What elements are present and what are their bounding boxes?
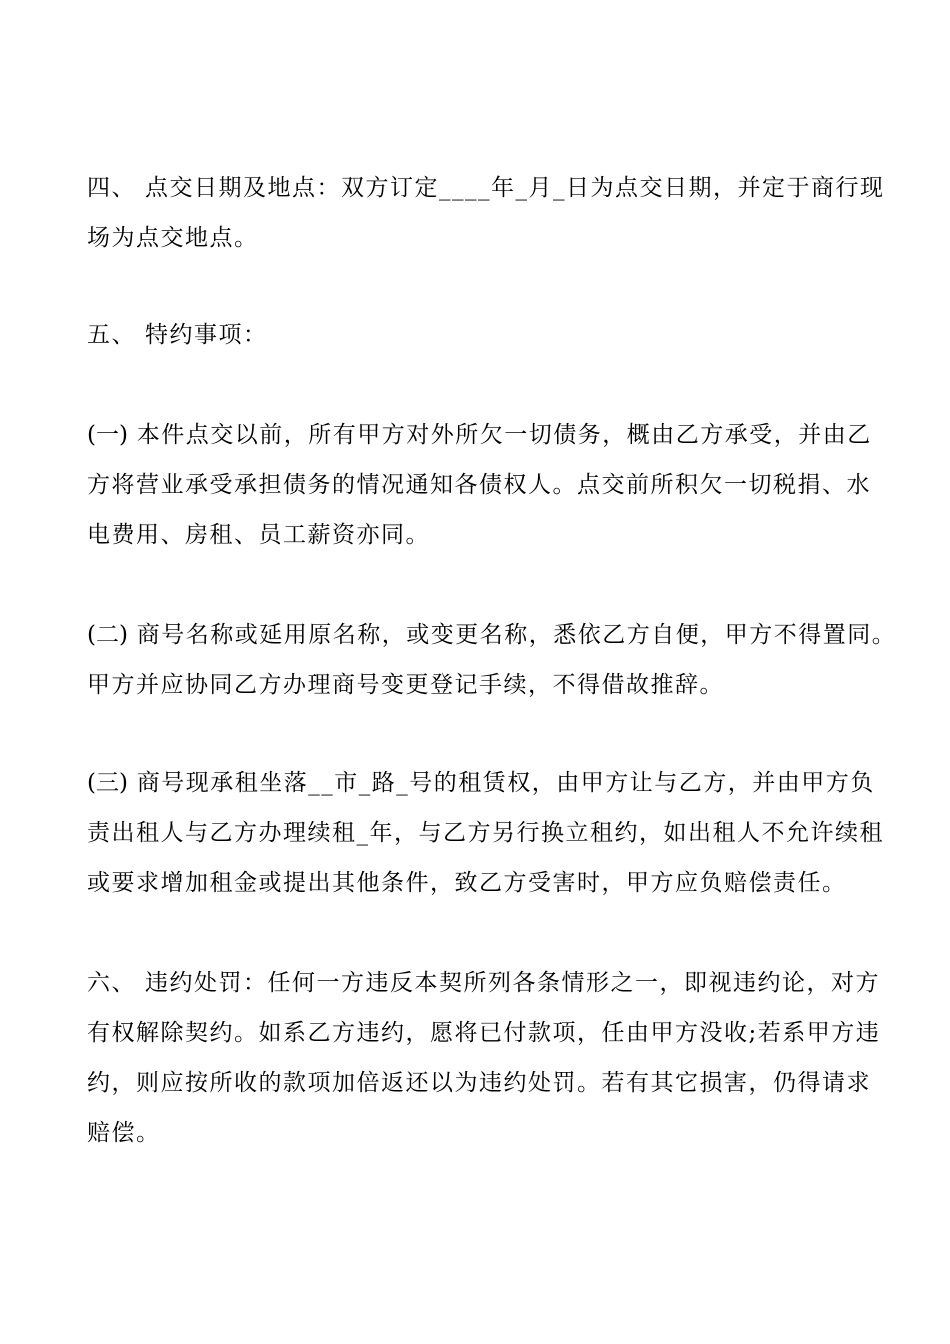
section-4-paragraph (87, 163, 887, 263)
item-2-paragraph (87, 610, 897, 710)
section-6-text-2: 有权解除契约。如系乙方违约，愿将已付款项，任由甲方没收;若系甲方违 (87, 1020, 881, 1046)
item-2-text-1: 商号名称或延用原名称，或变更名称，悉依乙方自便，甲方不得置同。 (127, 622, 897, 648)
section-4-number: 四、 (87, 175, 136, 201)
item-2-number: (二) (87, 622, 128, 648)
item-1-text-1: 本件点交以前，所有甲方对外所欠一切债务，概由乙方承受，并由乙 (127, 422, 872, 448)
item-3-text-3: 或要求增加租金或提出其他条件，致乙方受害时，甲方应负赔偿责任。 (87, 870, 847, 896)
section-6-text-4: 赔偿。 (87, 1120, 161, 1146)
item-3-line-1 (87, 758, 887, 808)
section-4-text-1: 点交日期及地点：双方订定____年_月_日为点交日期，并定于商行现 (145, 175, 885, 201)
section-6-text-1: 违约处罚：任何一方违反本契所列各条情形之一，即视违约论，对方 (145, 970, 880, 996)
section-5-number: 五、 (87, 322, 136, 348)
item-1-line-1 (87, 410, 887, 460)
section-4-text-2: 场为点交地点。 (87, 225, 259, 251)
section-6-number: 六、 (87, 970, 136, 996)
item-3-text-1: 商号现承租坐落__市_路_号的租赁权，由甲方让与乙方，并由甲方负 (127, 770, 875, 796)
section-6-paragraph (87, 958, 887, 1158)
section-5-heading (87, 310, 887, 360)
item-1-paragraph (87, 410, 887, 560)
section-6-text-3: 约，则应按所收的款项加倍返还以为违约处罚。若有其它损害，仍得请求 (87, 1070, 871, 1096)
section-5-line (87, 310, 887, 360)
item-2-text-2: 甲方并应协同乙方办理商号变更登记手续，不得借故推辞。 (87, 672, 724, 698)
section-4-line-1 (87, 163, 887, 213)
item-1-text-2: 方将营业承受承担债务的情况通知各债权人。点交前所积欠一切税捐、水 (87, 472, 871, 498)
item-3-text-2: 责出租人与乙方办理续租_年，与乙方另行换立租约，如出租人不允许续租 (87, 820, 884, 846)
item-1-number: (一) (87, 422, 128, 448)
section-6-line-1 (87, 958, 887, 1008)
item-1-text-3: 电费用、房租、员工薪资亦同。 (87, 522, 430, 548)
section-5-title: 特约事项： (145, 322, 268, 348)
item-3-number: (三) (87, 770, 128, 796)
item-2-line-1 (87, 610, 897, 660)
item-3-paragraph (87, 758, 887, 908)
